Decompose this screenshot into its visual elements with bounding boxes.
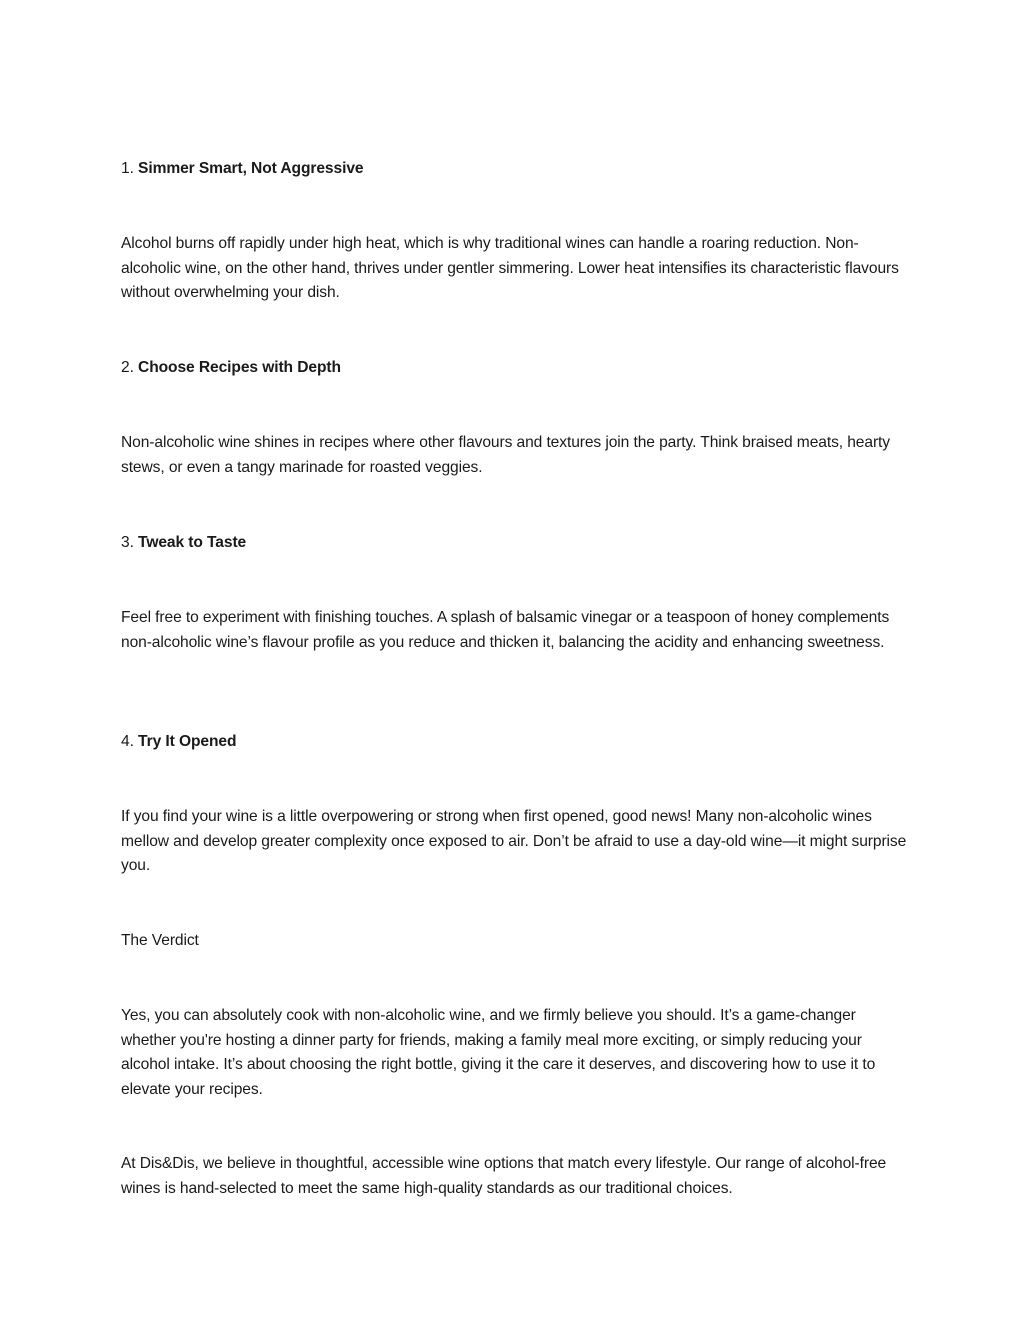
section-title: Try It Opened bbox=[138, 733, 237, 750]
section-number: 3. bbox=[121, 534, 134, 551]
section-number: 4. bbox=[121, 733, 134, 750]
section-heading-1 bbox=[121, 157, 911, 182]
section-body-2: Non-alcoholic wine shines in recipes where other flavours and textures join the party. Think braised meats, hearty stews, or even a tangy marinade for roasted veggies. bbox=[121, 434, 890, 476]
section-heading-2 bbox=[121, 356, 911, 381]
section-title: Choose Recipes with Depth bbox=[138, 359, 341, 376]
section-number: 2. bbox=[121, 359, 134, 376]
section-body-4: If you find your wine is a little overpowering or strong when first opened, good news! Many non-alcoholic wines mellow and develop greater complexity once exposed to air. Don’t be afraid to use a day-old wine—it might surprise you. bbox=[121, 808, 907, 874]
verdict-paragraph-2: At Dis&Dis, we believe in thoughtful, accessible wine options that match every lifestyle. Our range of alcohol-free wines is hand-selected to meet the same high-quality standards as our traditional choices. bbox=[121, 1155, 887, 1197]
section-heading-3 bbox=[121, 531, 911, 556]
section-number: 1. bbox=[121, 160, 134, 177]
verdict-paragraph-1: Yes, you can absolutely cook with non-alcoholic wine, and we firmly believe you should. It’s a game-changer whether you're hosting a dinner party for friends, making a family meal more exciting, or simply reducing your alcohol intake. It’s about choosing the right bottle, giving it the care it deserves, and discovering how to use it to elevate your recipes. bbox=[121, 1007, 876, 1098]
section-title: Simmer Smart, Not Aggressive bbox=[138, 160, 364, 177]
section-body-1: Alcohol burns off rapidly under high heat, which is why traditional wines can handle a roaring reduction. Non-alcoholic wine, on the other hand, thrives under gentler simmering. Lower heat intensifies its characteristic flavours without overwhelming your dish. bbox=[121, 235, 899, 301]
section-title: Tweak to Taste bbox=[138, 534, 247, 551]
verdict-heading: The Verdict bbox=[121, 932, 199, 949]
section-body-3: Feel free to experiment with finishing touches. A splash of balsamic vinegar or a teaspoon of honey complements non-alcoholic wine’s flavour profile as you reduce and thicken it, balancing the acidity and enhancing sweetness. bbox=[121, 609, 890, 651]
section-heading-4 bbox=[121, 730, 911, 755]
